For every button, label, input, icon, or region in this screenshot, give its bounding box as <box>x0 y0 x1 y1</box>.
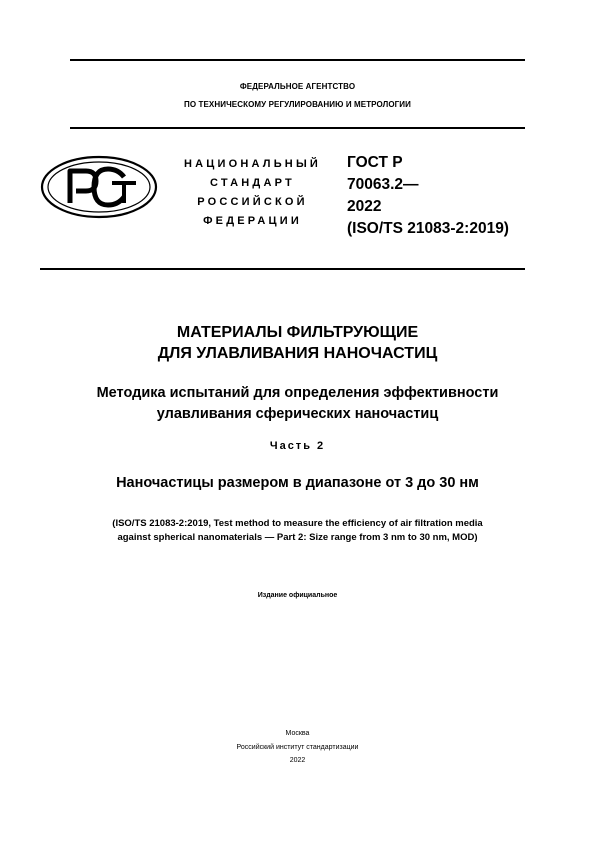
imprint-city: Москва <box>285 730 310 737</box>
national-line: СТАНДАРТ <box>210 177 295 189</box>
document-title-line2: ДЛЯ УЛАВЛИВАНИЯ НАНОЧАСТИЦ <box>157 345 438 362</box>
edition-label: Издание официальное <box>257 592 338 599</box>
imprint <box>100 727 495 768</box>
imprint-publisher: Российский институт стандартизации <box>236 743 359 751</box>
agency-name-line2: ПО ТЕХНИЧЕСКОМУ РЕГУЛИРОВАНИЮ И МЕТРОЛОГИИ <box>183 100 412 109</box>
standard-block-rule <box>40 268 525 270</box>
rst-certification-mark-icon <box>40 155 158 219</box>
national-standard-caption <box>160 155 345 231</box>
imprint-year: 2022 <box>289 757 306 764</box>
part-number: Часть 2 <box>269 440 326 452</box>
designation-line: 70063.2— <box>347 176 419 193</box>
national-line: РОССИЙСКОЙ <box>197 196 308 208</box>
national-line: НАЦИОНАЛЬНЫЙ <box>183 158 322 170</box>
document-title-line1: МАТЕРИАЛЫ ФИЛЬТРУЮЩИЕ <box>176 324 419 341</box>
top-rule <box>70 59 525 61</box>
designation-line: ГОСТ Р <box>347 154 403 171</box>
national-line: ФЕДЕРАЦИИ <box>203 215 302 227</box>
designation-line: 2022 <box>347 198 382 215</box>
part-title: Наночастицы размером в диапазоне от 3 до 30 нм <box>116 475 479 491</box>
document-subtitle-line1: Методика испытаний для определения эффективности <box>96 385 499 401</box>
standard-designation <box>347 152 547 240</box>
document-subtitle-line2: улавливания сферических наночастиц <box>156 406 439 422</box>
header-bottom-rule <box>70 127 525 129</box>
agency-name-line1: ФЕДЕРАЛЬНОЕ АГЕНТСТВО <box>239 82 356 91</box>
iso-reference-line2: against spherical nanomaterials — Part 2: Size range from 3 nm to 30 nm, MOD) <box>117 532 478 543</box>
iso-reference-line1: (ISO/TS 21083-2:2019, Test method to measure the efficiency of air filtration media <box>112 518 483 529</box>
designation-line: (ISO/TS 21083-2:2019) <box>347 220 509 237</box>
